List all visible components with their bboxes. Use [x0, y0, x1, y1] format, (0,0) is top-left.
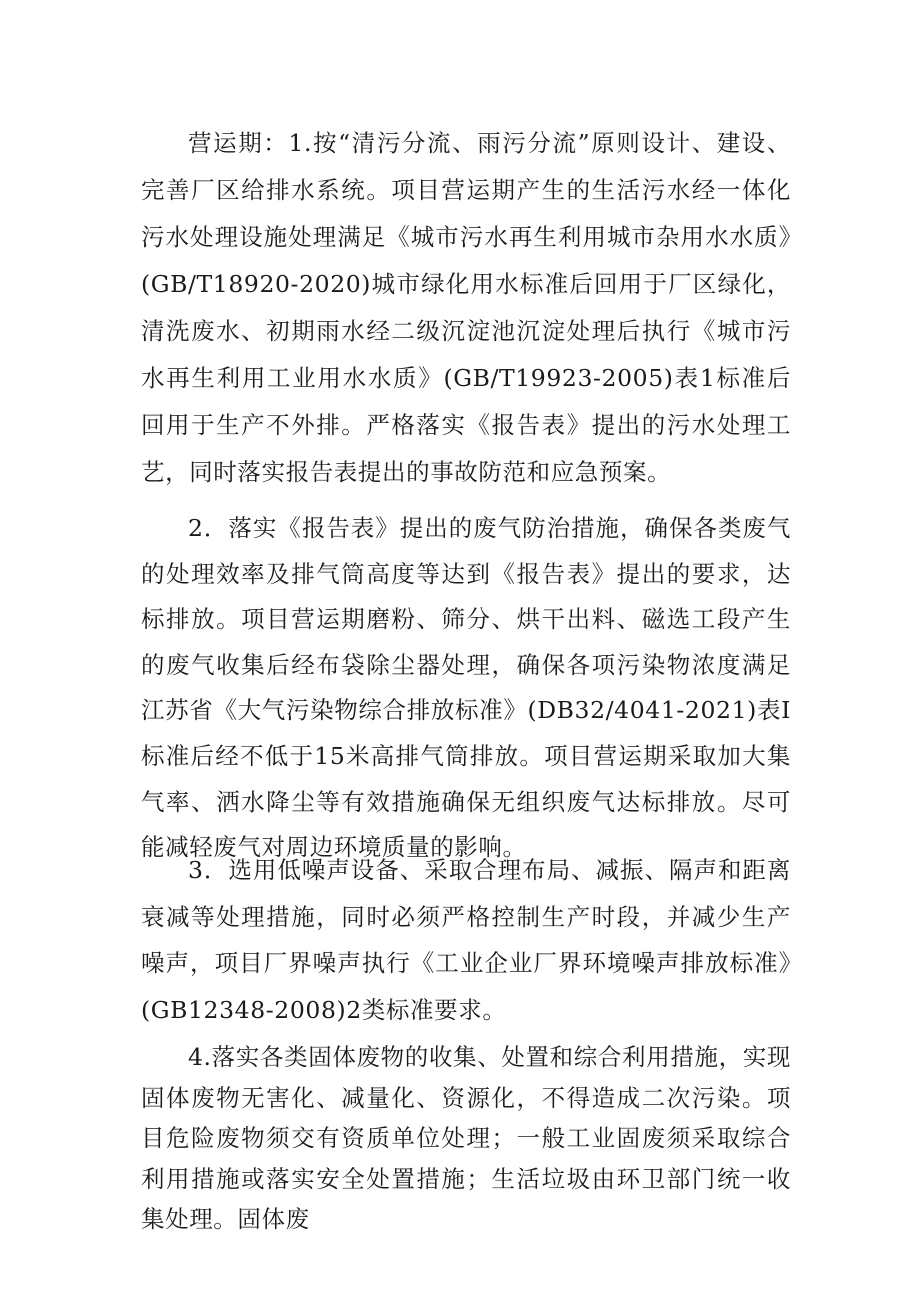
paragraph-solid-waste: 4.落实各类固体废物的收集、处置和综合利用措施，实现固体废物无害化、减量化、资源化，不得造成二次污染。项目危险废物须交有资质单位处理；一般工业固废须采取综合利用措施或落实安全处置措施；生活垃圾由环卫部门统一收集处理。固体废 [141, 1043, 791, 1233]
paragraph-waste-gas: 2．落实《报告表》提出的废气防治措施，确保各类废气的处理效率及排气筒高度等达到《报告表》提出的要求，达标排放。项目营运期磨粉、筛分、烘干出料、磁选工段产生的废气收集后经布袋除尘器处理，确保各项污染物浓度满足江苏省《大气污染物综合排放标准》(DB32/4041-2021)表I标准后经不低于15米高排气筒排放。项目营运期采取加大集气率、洒水降尘等有效措施确保无组织废气达标排放。尽可能减轻废气对周边环境质量的影响。 [141, 514, 791, 862]
paragraph-noise: 3．选用低噪声设备、采取合理布局、减振、隔声和距离衰减等处理措施，同时必须严格控制生产时段，并减少生产噪声，项目厂界噪声执行《工业企业厂界环境噪声排放标准》(GB12348-2008)2类标准要求。 [141, 856, 791, 1024]
paragraph-operation-wastewater: 营运期：1.按“清污分流、雨污分流”原则设计、建设、完善厂区给排水系统。项目营运期产生的生活污水经一体化污水处理设施处理满足《城市污水再生利用城市杂用水水质》(GB/T18920-2020)城市绿化用水标准后回用于厂区绿化，清洗废水、初期雨水经二级沉淀池沉淀处理后执行《城市污水再生利用工业用水水质》(GB/T19923-2005)表1标准后回用于生产不外排。严格落实《报告表》提出的污水处理工艺，同时落实报告表提出的事故防范和应急预案。 [141, 129, 791, 486]
